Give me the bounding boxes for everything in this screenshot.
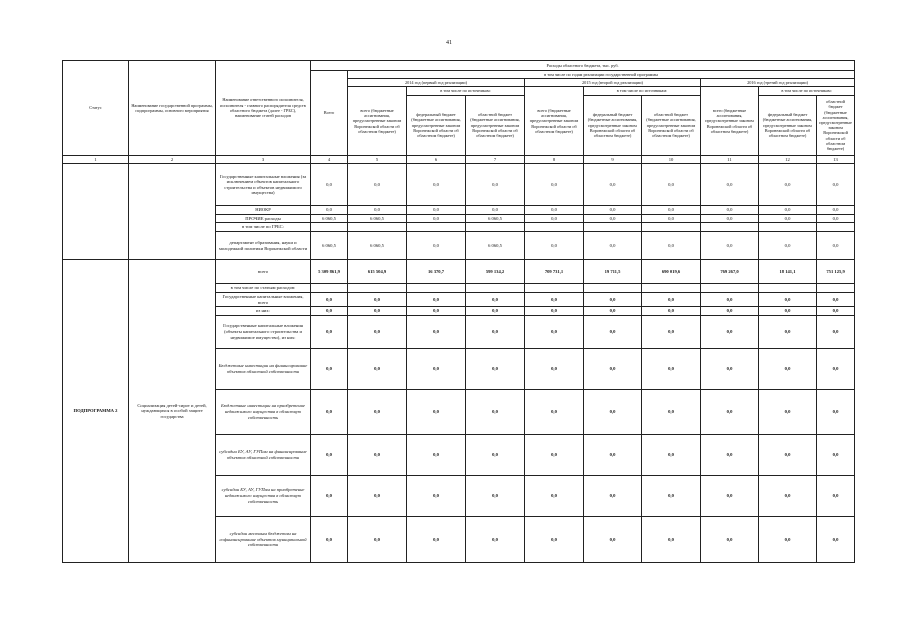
header-regional-2016: областной бюджет (бюджетные ассигнования, предусмотренные законом Воронежской области об областном бюджете) <box>817 95 855 155</box>
value-cell: 0,0 <box>466 293 525 307</box>
value-cell <box>466 284 525 293</box>
value-cell <box>311 284 348 293</box>
budget-table <box>62 60 855 563</box>
value-cell: 0,0 <box>466 164 525 206</box>
value-cell: 0,0 <box>759 214 817 223</box>
header-regional-2015: областной бюджет (бюджетные ассигнования, предусмотренные законом Воронежской области об областном бюджете) <box>642 95 701 155</box>
value-cell: 0,0 <box>466 348 525 389</box>
column-number: 6 <box>407 155 466 164</box>
value-cell: 0,0 <box>584 475 642 516</box>
header-sources-2014: в том числе по источникам: <box>407 87 525 95</box>
value-cell: 0,0 <box>584 307 642 316</box>
value-cell: 0,0 <box>311 293 348 307</box>
value-cell: 0,0 <box>759 206 817 215</box>
value-cell: 0,0 <box>525 214 584 223</box>
value-cell: 0,0 <box>817 389 855 434</box>
value-cell: 0,0 <box>407 389 466 434</box>
value-cell: 0,0 <box>407 348 466 389</box>
value-cell <box>759 284 817 293</box>
header-by-years: в том числе по годам реализации государственной программы <box>348 71 855 79</box>
value-cell: 0,0 <box>759 293 817 307</box>
expense-item-label: ПРОЧИЕ расходы <box>216 214 311 223</box>
header-program-name: Наименование государственной программы, подпрограммы, основного мероприятия <box>129 61 216 156</box>
value-cell: 0,0 <box>584 315 642 348</box>
header-expenses-title: Расходы областного бюджета, тыс. руб. <box>311 61 855 71</box>
value-cell: 0,0 <box>642 389 701 434</box>
value-cell: 0,0 <box>311 389 348 434</box>
value-cell: 0,0 <box>525 307 584 316</box>
expense-item-label: Государственные капитальные вложения (за исключением объектов капитального строительства и объектов недвижимого имущества) <box>216 164 311 206</box>
header-federal-2015: федеральный бюджет (бюджетные ассигнования, предусмотренные законом Воронежской области об областном бюджете) <box>584 95 642 155</box>
expense-item-label: в том числе по статьям расходов: <box>216 284 311 293</box>
header-total-2015: всего (бюджетные ассигнования, предусмотренные законом Воронежской области об областном бюджете) <box>525 87 584 155</box>
column-number: 7 <box>466 155 525 164</box>
expense-item-label: НИОКР <box>216 206 311 215</box>
header-status: Статус <box>63 61 129 156</box>
subprogram-status: ПОДПРОГРАММА 2 <box>63 260 129 563</box>
header-executor: Наименование ответственного исполнителя, исполнителя - главного распорядителя средств областного бюджета (далее - ГРБС), наименование статей расходов <box>216 61 311 156</box>
column-number: 4 <box>311 155 348 164</box>
header-sources-2015: в том числе по источникам: <box>584 87 701 95</box>
value-cell <box>701 223 759 232</box>
value-cell: 599 134,2 <box>466 260 525 284</box>
table-body <box>63 164 855 563</box>
value-cell <box>348 284 407 293</box>
value-cell: 6 060,5 <box>466 232 525 260</box>
value-cell: 0,0 <box>525 348 584 389</box>
value-cell: 0,0 <box>525 315 584 348</box>
value-cell: 0,0 <box>584 293 642 307</box>
value-cell: 6 060,5 <box>348 214 407 223</box>
value-cell: 0,0 <box>348 348 407 389</box>
value-cell: 6 060,5 <box>311 214 348 223</box>
value-cell: 0,0 <box>701 206 759 215</box>
column-number: 13 <box>817 155 855 164</box>
value-cell: 0,0 <box>642 214 701 223</box>
value-cell: 769 267,0 <box>701 260 759 284</box>
value-cell: 0,0 <box>817 164 855 206</box>
value-cell: 0,0 <box>466 307 525 316</box>
header-total-2016: всего (бюджетные ассигнования, предусмотренные законом Воронежской области об областном бюджете) <box>701 87 759 155</box>
value-cell: 0,0 <box>759 475 817 516</box>
value-cell: 0,0 <box>525 164 584 206</box>
value-cell: 0,0 <box>311 516 348 562</box>
value-cell: 0,0 <box>701 164 759 206</box>
value-cell <box>701 284 759 293</box>
table-header <box>63 61 855 164</box>
expense-item-label: Государственные капитальные вложения, всего <box>216 293 311 307</box>
value-cell: 0,0 <box>701 214 759 223</box>
value-cell: 0,0 <box>584 206 642 215</box>
value-cell: 615 504,9 <box>348 260 407 284</box>
value-cell: 0,0 <box>701 232 759 260</box>
expense-item-label: Бюджетные инвестиции на финансирование объектов областной собственности <box>216 348 311 389</box>
expense-item-label: субсидии местным бюджетам на софинансирование объектов муниципальной собственности <box>216 516 311 562</box>
value-cell: 0,0 <box>817 475 855 516</box>
value-cell: 0,0 <box>348 315 407 348</box>
page-number: 41 <box>446 40 452 46</box>
value-cell: 0,0 <box>642 315 701 348</box>
expense-item-label: всего <box>216 260 311 284</box>
value-cell <box>525 223 584 232</box>
header-federal-2014: федеральный бюджет (бюджетные ассигнования, предусмотренные законом Воронежской области об областном бюджете) <box>407 95 466 155</box>
value-cell: 0,0 <box>759 348 817 389</box>
value-cell: 0,0 <box>701 293 759 307</box>
value-cell: 6 060,5 <box>311 232 348 260</box>
value-cell: 0,0 <box>348 516 407 562</box>
expense-item-label: из них: <box>216 307 311 316</box>
value-cell <box>584 284 642 293</box>
value-cell: 0,0 <box>407 206 466 215</box>
value-cell: 0,0 <box>701 475 759 516</box>
value-cell: 690 019,6 <box>642 260 701 284</box>
value-cell: 0,0 <box>466 475 525 516</box>
value-cell: 0,0 <box>525 475 584 516</box>
value-cell: 0,0 <box>584 164 642 206</box>
value-cell: 0,0 <box>407 164 466 206</box>
expense-item-label: субсидии БУ, АУ, ГУПам на приобретение недвижимого имущества в областную собственность <box>216 475 311 516</box>
value-cell: 0,0 <box>817 315 855 348</box>
value-cell: 0,0 <box>407 516 466 562</box>
column-number: 2 <box>129 155 216 164</box>
column-number: 8 <box>525 155 584 164</box>
value-cell: 0,0 <box>642 206 701 215</box>
value-cell <box>348 223 407 232</box>
value-cell: 0,0 <box>642 434 701 475</box>
value-cell: 0,0 <box>817 516 855 562</box>
value-cell: 709 731,1 <box>525 260 584 284</box>
value-cell: 0,0 <box>407 434 466 475</box>
value-cell: 0,0 <box>701 307 759 316</box>
value-cell: 0,0 <box>817 434 855 475</box>
value-cell: 0,0 <box>407 307 466 316</box>
value-cell: 0,0 <box>817 214 855 223</box>
value-cell: 0,0 <box>311 307 348 316</box>
value-cell: 0,0 <box>817 293 855 307</box>
value-cell: 0,0 <box>466 516 525 562</box>
value-cell: 0,0 <box>584 214 642 223</box>
value-cell: 0,0 <box>701 348 759 389</box>
value-cell: 0,0 <box>311 475 348 516</box>
status-cell <box>63 164 129 260</box>
value-cell: 0,0 <box>311 348 348 389</box>
value-cell: 0,0 <box>701 315 759 348</box>
header-regional-2014: областной бюджет (бюджетные ассигнования, предусмотренные законом Воронежской области об областном бюджете) <box>466 95 525 155</box>
column-number: 1 <box>63 155 129 164</box>
value-cell: 0,0 <box>759 389 817 434</box>
value-cell: 0,0 <box>642 164 701 206</box>
value-cell: 0,0 <box>348 164 407 206</box>
value-cell <box>466 223 525 232</box>
expense-item-label: в том числе по ГРБС: <box>216 223 311 232</box>
program-name-cell <box>129 164 216 260</box>
value-cell <box>407 223 466 232</box>
value-cell: 0,0 <box>407 475 466 516</box>
value-cell: 751 125,9 <box>817 260 855 284</box>
value-cell <box>642 284 701 293</box>
value-cell <box>584 223 642 232</box>
value-cell: 0,0 <box>311 434 348 475</box>
value-cell: 6 060,5 <box>348 232 407 260</box>
value-cell: 0,0 <box>466 206 525 215</box>
value-cell: 0,0 <box>817 232 855 260</box>
value-cell: 16 370,7 <box>407 260 466 284</box>
value-cell: 0,0 <box>584 348 642 389</box>
value-cell: 0,0 <box>348 206 407 215</box>
value-cell: 0,0 <box>525 232 584 260</box>
value-cell: 0,0 <box>466 315 525 348</box>
value-cell: 0,0 <box>525 434 584 475</box>
value-cell: 0,0 <box>466 389 525 434</box>
value-cell: 0,0 <box>642 475 701 516</box>
header-sources-2016: в том числе по источникам: <box>759 87 855 95</box>
value-cell: 0,0 <box>642 307 701 316</box>
value-cell: 0,0 <box>407 232 466 260</box>
value-cell <box>759 223 817 232</box>
value-cell <box>525 284 584 293</box>
value-cell: 0,0 <box>407 293 466 307</box>
value-cell <box>311 223 348 232</box>
value-cell: 0,0 <box>525 206 584 215</box>
value-cell: 0,0 <box>348 434 407 475</box>
value-cell: 0,0 <box>584 434 642 475</box>
expense-item-label: Государственные капитальные вложения (объекты капитального строительства и недвижимое имущество), из них: <box>216 315 311 348</box>
value-cell: 0,0 <box>525 389 584 434</box>
value-cell: 0,0 <box>584 389 642 434</box>
header-year-2016: 2016 год (третий год реализации) <box>701 79 855 87</box>
table-row <box>63 164 855 206</box>
value-cell: 0,0 <box>407 315 466 348</box>
header-year-2014: 2014 год (первый год реализации) <box>348 79 525 87</box>
expense-item-label: Бюджетные инвестиции на приобретение недвижимого имущества в областную собственность <box>216 389 311 434</box>
value-cell: 0,0 <box>348 293 407 307</box>
value-cell: 6 060,5 <box>466 214 525 223</box>
column-number: 9 <box>584 155 642 164</box>
table-row <box>63 260 855 284</box>
value-cell: 0,0 <box>311 164 348 206</box>
value-cell: 0,0 <box>584 232 642 260</box>
header-total: Всего <box>311 71 348 156</box>
value-cell: 0,0 <box>701 434 759 475</box>
value-cell: 0,0 <box>525 516 584 562</box>
subprogram-name: Социализация детей-сирот и детей, нуждающихся в особой защите государства <box>129 260 216 563</box>
column-number: 5 <box>348 155 407 164</box>
header-federal-2016: федеральный бюджет (бюджетные ассигнования, предусмотренные законом Воронежской области об областном бюджете) <box>759 95 817 155</box>
column-number: 11 <box>701 155 759 164</box>
value-cell: 0,0 <box>311 206 348 215</box>
value-cell: 0,0 <box>759 232 817 260</box>
value-cell: 0,0 <box>759 307 817 316</box>
value-cell: 0,0 <box>525 293 584 307</box>
value-cell: 0,0 <box>759 164 817 206</box>
value-cell <box>407 284 466 293</box>
column-number: 10 <box>642 155 701 164</box>
expense-item-label: департамент образования, науки и молодежной политики Воронежской области <box>216 232 311 260</box>
value-cell: 0,0 <box>817 348 855 389</box>
value-cell: 0,0 <box>759 315 817 348</box>
value-cell <box>817 223 855 232</box>
value-cell: 0,0 <box>311 315 348 348</box>
value-cell: 0,0 <box>642 232 701 260</box>
value-cell: 0,0 <box>642 516 701 562</box>
value-cell: 0,0 <box>642 348 701 389</box>
value-cell: 0,0 <box>407 214 466 223</box>
value-cell: 0,0 <box>817 307 855 316</box>
column-number: 12 <box>759 155 817 164</box>
value-cell: 0,0 <box>701 516 759 562</box>
value-cell: 0,0 <box>348 389 407 434</box>
value-cell: 5 309 861,9 <box>311 260 348 284</box>
value-cell: 19 711,5 <box>584 260 642 284</box>
value-cell <box>642 223 701 232</box>
header-total-2014: всего (бюджетные ассигнования, предусмотренные законом Воронежской области об областном бюджете) <box>348 87 407 155</box>
value-cell: 0,0 <box>701 389 759 434</box>
value-cell: 0,0 <box>348 307 407 316</box>
value-cell: 0,0 <box>759 516 817 562</box>
value-cell: 0,0 <box>759 434 817 475</box>
value-cell <box>817 284 855 293</box>
value-cell: 0,0 <box>584 516 642 562</box>
value-cell: 0,0 <box>348 475 407 516</box>
header-year-2015: 2015 год (второй год реализации) <box>525 79 701 87</box>
expense-item-label: субсидии БУ, АУ, ГУПам на финансирование объектов областной собственности <box>216 434 311 475</box>
value-cell: 0,0 <box>642 293 701 307</box>
value-cell: 0,0 <box>466 434 525 475</box>
column-number-row <box>63 155 855 164</box>
value-cell: 18 141,1 <box>759 260 817 284</box>
value-cell: 0,0 <box>817 206 855 215</box>
column-number: 3 <box>216 155 311 164</box>
